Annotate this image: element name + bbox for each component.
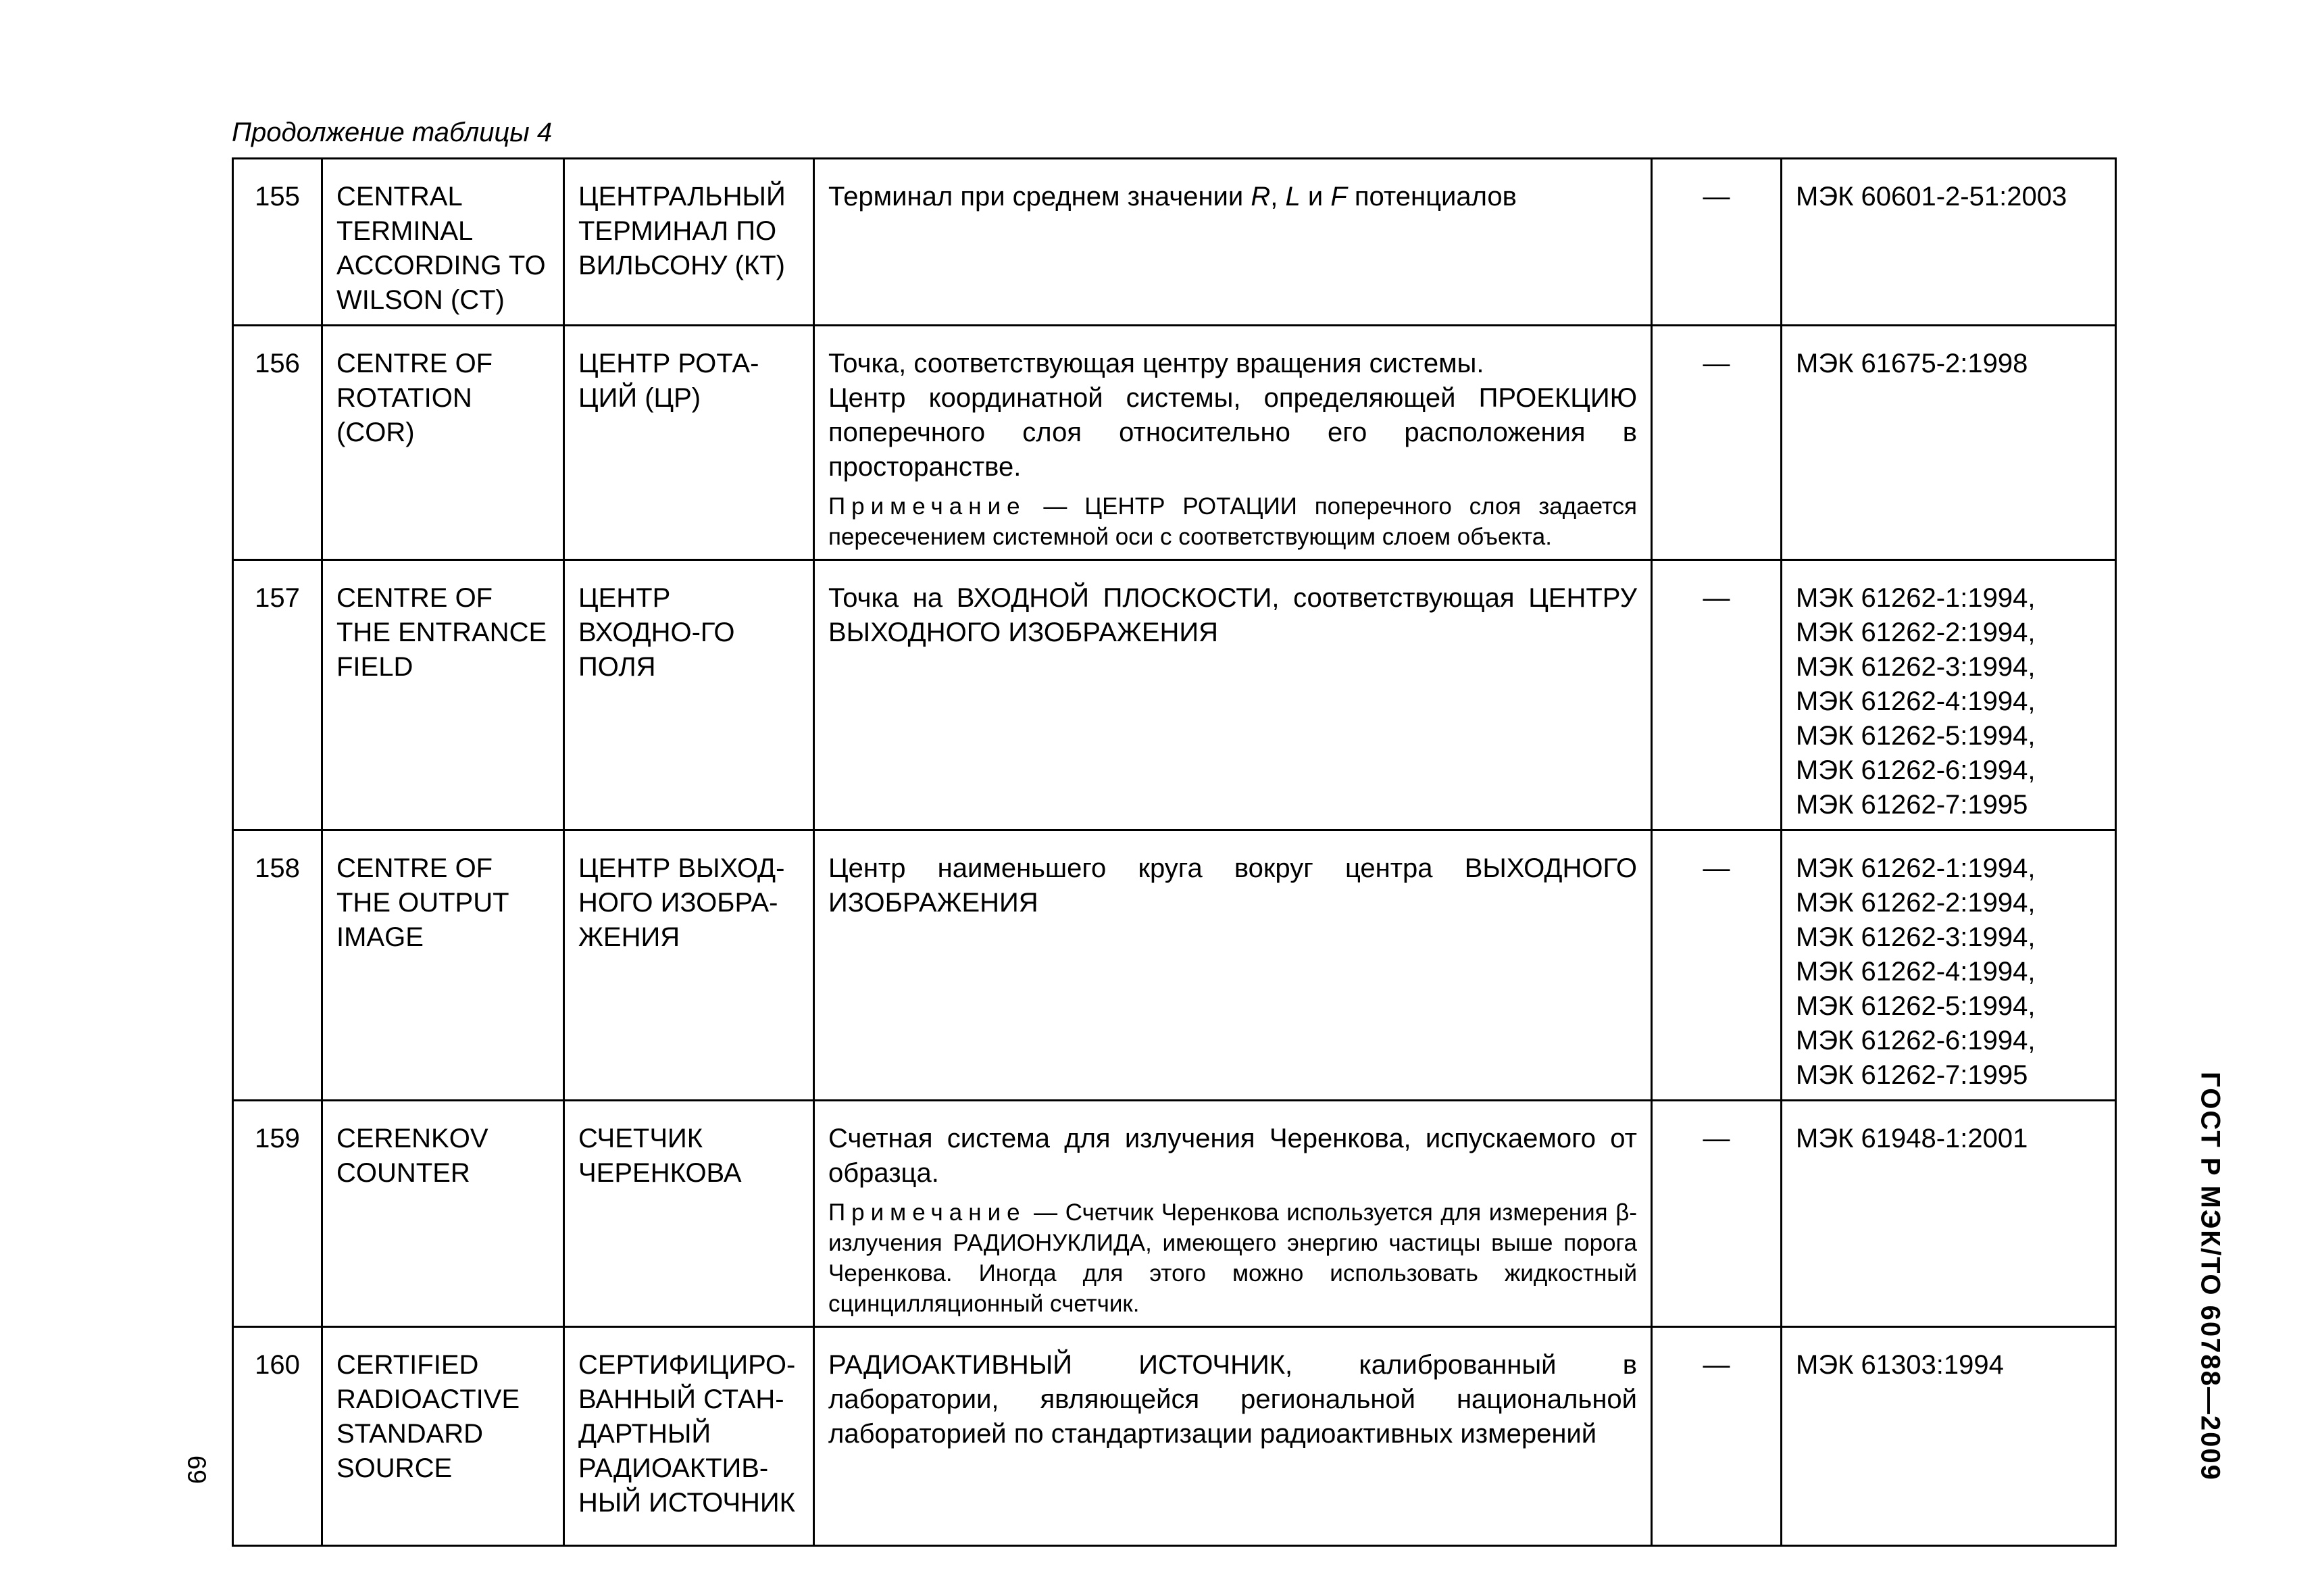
term-definition: Точка на ВХОДНОЙ ПЛОСКОСТИ, соответствующая ЦЕНТРУ ВЫХОДНОГО ИЗОБРАЖЕНИЯ xyxy=(814,560,1652,830)
table-row xyxy=(233,830,2116,1101)
table-row xyxy=(233,1101,2116,1327)
standard-ref: МЭК 61262-6:1994, xyxy=(1796,755,2036,785)
term-number: 155 xyxy=(233,159,322,326)
term-english: CERTIFIED RADIOACTIVE STANDARD SOURCE xyxy=(322,1327,564,1546)
term-english: CENTRE OF THE OUTPUT IMAGE xyxy=(322,830,564,1101)
term-definition: Счетная система для излучения Черенкова, испускаемого от образца. Примечание — Счетчик Черенкова используется для измерения β-излучения РАДИОНУКЛИДА, имеющего энергию частицы выше порога Черенкова. Иногда для этого можно использовать жидкостный сцинцилляционный счетчик. xyxy=(814,1101,1652,1327)
term-standard xyxy=(1782,830,2116,1101)
standard-ref: МЭК 61948-1:2001 xyxy=(1796,1124,2028,1153)
table-row xyxy=(233,159,2116,326)
standard-ref: МЭК 61303:1994 xyxy=(1796,1350,2004,1380)
term-dash: — xyxy=(1652,1101,1782,1327)
table-row xyxy=(233,1327,2116,1546)
term-dash: — xyxy=(1652,560,1782,830)
term-russian: ЦЕНТР ВХОДНО-ГО ПОЛЯ xyxy=(564,560,814,830)
term-dash: — xyxy=(1652,1327,1782,1546)
term-standard xyxy=(1782,1101,2116,1327)
standard-ref: МЭК 61262-7:1995 xyxy=(1796,1060,2028,1090)
term-english: CENTRE OF ROTATION (COR) xyxy=(322,326,564,560)
term-russian: ЦЕНТРАЛЬНЫЙ ТЕРМИНАЛ ПО ВИЛЬСОНУ (КТ) xyxy=(564,159,814,326)
table-caption: Продолжение таблицы 4 xyxy=(232,118,553,147)
term-standard xyxy=(1782,1327,2116,1546)
standard-ref: МЭК 61262-2:1994, xyxy=(1796,888,2036,918)
term-russian: ЦЕНТР ВЫХОД-НОГО ИЗОБРА-ЖЕНИЯ xyxy=(564,830,814,1101)
standard-ref: МЭК 60601-2-51:2003 xyxy=(1796,182,2067,211)
term-number: 157 xyxy=(233,560,322,830)
term-definition: Терминал при среднем значении R, L и F потенциалов xyxy=(814,159,1652,326)
term-definition: РАДИОАКТИВНЫЙ ИСТОЧНИК, калиброванный в лаборатории, являющейся региональной национальной лабораторией по стандартизации радиоактивных измерений xyxy=(814,1327,1652,1546)
standard-ref: МЭК 61262-5:1994, xyxy=(1796,721,2036,751)
terms-table xyxy=(232,157,2117,1547)
note-label: Примечание xyxy=(828,493,1026,520)
standard-ref: МЭК 61262-6:1994, xyxy=(1796,1026,2036,1055)
table-row xyxy=(233,326,2116,560)
standard-ref: МЭК 61262-4:1994, xyxy=(1796,687,2036,716)
table-row xyxy=(233,560,2116,830)
standard-ref: МЭК 61262-4:1994, xyxy=(1796,957,2036,987)
term-russian: СЧЕТЧИК ЧЕРЕНКОВА xyxy=(564,1101,814,1327)
standard-ref: МЭК 61262-1:1994, xyxy=(1796,853,2036,883)
term-english: CENTRAL TERMINAL ACCORDING TO WILSON (CT) xyxy=(322,159,564,326)
term-english: CENTRE OF THE ENTRANCE FIELD xyxy=(322,560,564,830)
term-number: 158 xyxy=(233,830,322,1101)
standard-ref: МЭК 61262-3:1994, xyxy=(1796,922,2036,952)
term-number: 159 xyxy=(233,1101,322,1327)
term-standard xyxy=(1782,159,2116,326)
term-standard xyxy=(1782,560,2116,830)
standard-ref: МЭК 61262-7:1995 xyxy=(1796,790,2028,820)
term-definition: Точка, соответствующая центру вращения системы. Центр координатной системы, определяющей ПРОЕКЦИЮ поперечного слоя относительно его расположения в просторанстве. Примечание — ЦЕНТР РОТАЦИИ поперечного слоя задается пересечением системной оси с соответствующим слоем объекта. xyxy=(814,326,1652,560)
page-number: 69 xyxy=(182,1455,211,1485)
side-document-title: ГОСТ Р МЭК/ТО 60788—2009 xyxy=(2195,1071,2225,1481)
term-standard xyxy=(1782,326,2116,560)
standard-ref: МЭК 61262-5:1994, xyxy=(1796,991,2036,1021)
term-russian: СЕРТИФИЦИРО-ВАННЫЙ СТАН-ДАРТНЫЙ РАДИОАКТИВ-НЫЙ ИСТОЧНИК xyxy=(564,1327,814,1546)
term-number: 156 xyxy=(233,326,322,560)
standard-ref: МЭК 61262-1:1994, xyxy=(1796,583,2036,613)
term-dash: — xyxy=(1652,830,1782,1101)
note-label: Примечание xyxy=(828,1199,1026,1226)
term-english: CERENKOV COUNTER xyxy=(322,1101,564,1327)
standard-ref: МЭК 61262-2:1994, xyxy=(1796,618,2036,647)
term-dash: — xyxy=(1652,159,1782,326)
term-dash: — xyxy=(1652,326,1782,560)
standard-ref: МЭК 61675-2:1998 xyxy=(1796,349,2028,378)
term-note: Примечание — ЦЕНТР РОТАЦИИ поперечного слоя задается пересечением системной оси с соответствующим слоем объекта. xyxy=(828,493,1637,550)
term-number: 160 xyxy=(233,1327,322,1546)
standard-ref: МЭК 61262-3:1994, xyxy=(1796,652,2036,682)
term-russian: ЦЕНТР РОТА-ЦИЙ (ЦР) xyxy=(564,326,814,560)
term-note: Примечание — Счетчик Черенкова используется для измерения β-излучения РАДИОНУКЛИДА, имеющего энергию частицы выше порога Черенкова. Иногда для этого можно использовать жидкостный сцинцилляционный счетчик. xyxy=(828,1199,1637,1317)
term-definition: Центр наименьшего круга вокруг центра ВЫХОДНОГО ИЗОБРАЖЕНИЯ xyxy=(814,830,1652,1101)
